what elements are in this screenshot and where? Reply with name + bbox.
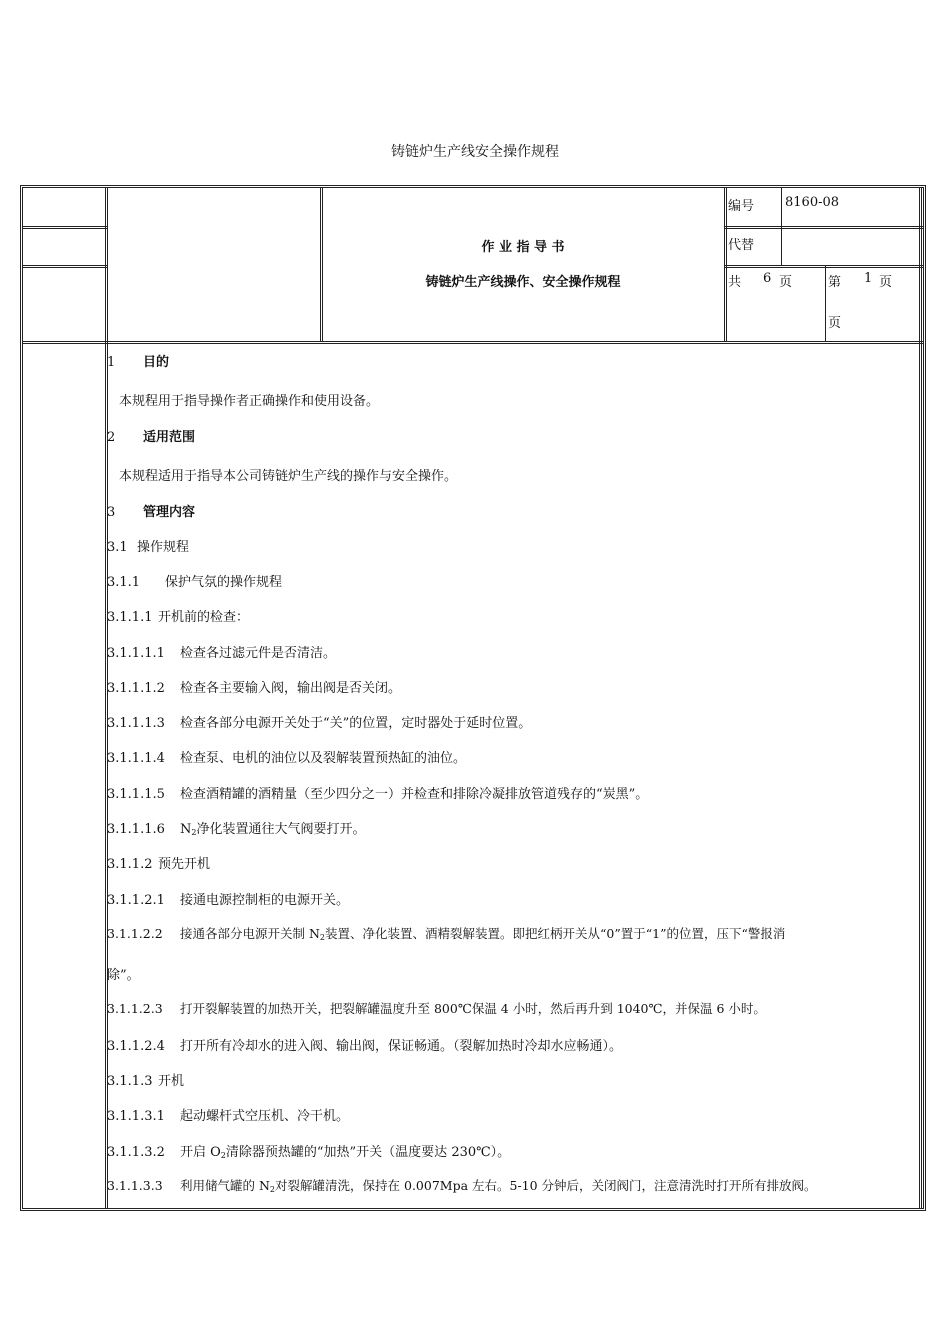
item-text-prefix: 接通各部分电源开关制 N — [180, 926, 320, 941]
item-number: 3.1.1.2.2 — [107, 926, 163, 941]
item-text-prefix: 利用储气罐的 N — [180, 1178, 270, 1193]
section-number: 3 — [107, 505, 116, 520]
item-number: 3.1.1.2 — [107, 857, 153, 872]
item-number: 3.1.1.2.4 — [107, 1039, 165, 1054]
section-1 — [107, 351, 169, 370]
list-item — [107, 999, 766, 1017]
section-3 — [107, 501, 195, 520]
item-text: 预先开机 — [158, 857, 211, 872]
list-item — [107, 1035, 622, 1054]
item-text: 清除器预热罐的“加热”开关（温度要达 230℃）。 — [225, 1145, 511, 1160]
document-title: 铸链炉生产线安全操作规程 — [391, 144, 559, 160]
header-bottom-line — [23, 341, 923, 344]
total-label: 共 — [728, 275, 742, 290]
item-number: 3.1.1.3.2 — [107, 1145, 165, 1160]
header-subheading: 铸链炉生产线操作、安全操作规程 — [425, 275, 621, 290]
list-item — [107, 783, 648, 802]
list-item — [107, 1070, 184, 1089]
item-number: 3.1.1.3.3 — [107, 1178, 163, 1193]
item-text: 检查酒精罐的酒精量（至少四分之一）并检查和排除冷凝排放管道残存的“炭黑”。 — [180, 787, 649, 802]
list-item — [107, 536, 189, 555]
section-number: 2 — [107, 430, 116, 445]
total-unit: 页 — [779, 275, 793, 290]
section-number: 1 — [107, 355, 116, 370]
item-text: 检查泵、电机的油位以及裂解装置预热缸的油位。 — [180, 751, 467, 766]
item-text: 开机 — [158, 1074, 185, 1089]
item-number: 3.1.1.3 — [107, 1074, 153, 1089]
page-unit-wrap: 页 — [828, 316, 842, 331]
section-2 — [107, 426, 195, 445]
item-text: 打开裂解装置的加热开关，把裂解罐温度升至 800℃保温 4 小时，然后再升到 1040℃，并保温 6 小时。 — [180, 1001, 766, 1016]
item-text-prefix: 开启 O — [180, 1145, 221, 1160]
item-text: 操作规程 — [137, 540, 190, 555]
list-item — [107, 853, 210, 872]
item-text: 开机前的检查： — [158, 610, 250, 625]
list-item — [107, 606, 249, 625]
page-label: 第 — [828, 275, 842, 290]
item-text: 起动螺杆式空压机、冷干机。 — [180, 1109, 350, 1124]
item-number: 3.1.1.1.2 — [107, 681, 165, 696]
code-value: 8160-08 — [785, 195, 840, 210]
item-text: 检查各部分电源开关处于“关”的位置，定时器处于延时位置。 — [180, 716, 532, 731]
item-number: 3.1.1.1.3 — [107, 716, 165, 731]
list-item-continuation: 除”。 — [107, 968, 140, 983]
list-item — [107, 677, 401, 696]
code-label: 编号 — [728, 199, 755, 214]
left-row-line-2 — [23, 265, 107, 268]
list-item — [107, 712, 531, 731]
item-number: 3.1.1.1.5 — [107, 787, 165, 802]
item-subscript: 2 — [269, 1185, 276, 1194]
right-inner-line — [919, 188, 922, 1208]
item-text: 保护气氛的操作规程 — [165, 575, 283, 590]
item-text: 对裂解罐清洗，保持在 0.007Mpa 左右。5-10 分钟后，关闭阀门，注意清洗时打开所有排放阀。 — [275, 1178, 817, 1193]
document-frame — [20, 185, 926, 1211]
page-value: 1 — [864, 271, 873, 286]
page-unit: 页 — [879, 275, 893, 290]
section-title: 目的 — [143, 355, 170, 370]
item-number: 3.1.1.1 — [107, 610, 153, 625]
item-number: 3.1.1.3.1 — [107, 1109, 165, 1124]
item-text: 净化装置通往大气阀要打开。 — [196, 822, 366, 837]
left-column-line — [105, 188, 108, 1208]
list-item — [107, 571, 282, 590]
section-title: 适用范围 — [143, 430, 196, 445]
list-item — [107, 924, 785, 942]
section-title: 管理内容 — [143, 505, 196, 520]
list-item — [107, 1105, 349, 1124]
item-text: 接通电源控制柜的电源开关。 — [180, 893, 350, 908]
item-text: 检查各过滤元件是否清洁。 — [180, 646, 337, 661]
item-number: 3.1.1.1.6 — [107, 822, 165, 837]
section-body: 本规程用于指导操作者正确操作和使用设备。 — [119, 394, 380, 409]
list-item — [107, 1176, 817, 1194]
header-heading: 作 业 指 导 书 — [481, 240, 565, 255]
left-row-line-1 — [23, 226, 107, 229]
item-subscript: 2 — [220, 1151, 226, 1160]
item-number: 3.1.1.2.1 — [107, 893, 165, 908]
item-number: 3.1 — [107, 540, 128, 555]
item-text-prefix: N — [180, 822, 192, 837]
header-col5-line — [825, 266, 826, 342]
total-value: 6 — [763, 271, 772, 286]
item-subscript: 2 — [319, 933, 326, 942]
list-item — [107, 818, 365, 837]
section-body: 本规程适用于指导本公司铸链炉生产线的操作与安全操作。 — [119, 469, 458, 484]
item-number: 3.1.1.2.3 — [107, 1001, 163, 1016]
list-item — [107, 889, 349, 908]
list-item — [107, 1141, 510, 1160]
item-text: 打开所有冷却水的进入阀、输出阀，保证畅通。（裂解加热时冷却水应畅通）。 — [180, 1039, 623, 1054]
list-item — [107, 642, 336, 661]
item-subscript: 2 — [191, 828, 197, 837]
item-text: 装置、净化装置、酒精裂解装置。即把红柄开关从“0”置于“1”的位置，压下“警报消 — [325, 926, 786, 941]
right-row-line-2 — [724, 265, 923, 268]
item-number: 3.1.1.1.4 — [107, 751, 165, 766]
item-text: 检查各主要输入阀，输出阀是否关闭。 — [180, 681, 402, 696]
item-number: 3.1.1 — [107, 575, 141, 590]
list-item — [107, 747, 466, 766]
header-col2-line — [320, 188, 323, 342]
right-row-line-1 — [724, 226, 923, 229]
item-number: 3.1.1.1.1 — [107, 646, 165, 661]
replace-label: 代替 — [728, 238, 755, 253]
